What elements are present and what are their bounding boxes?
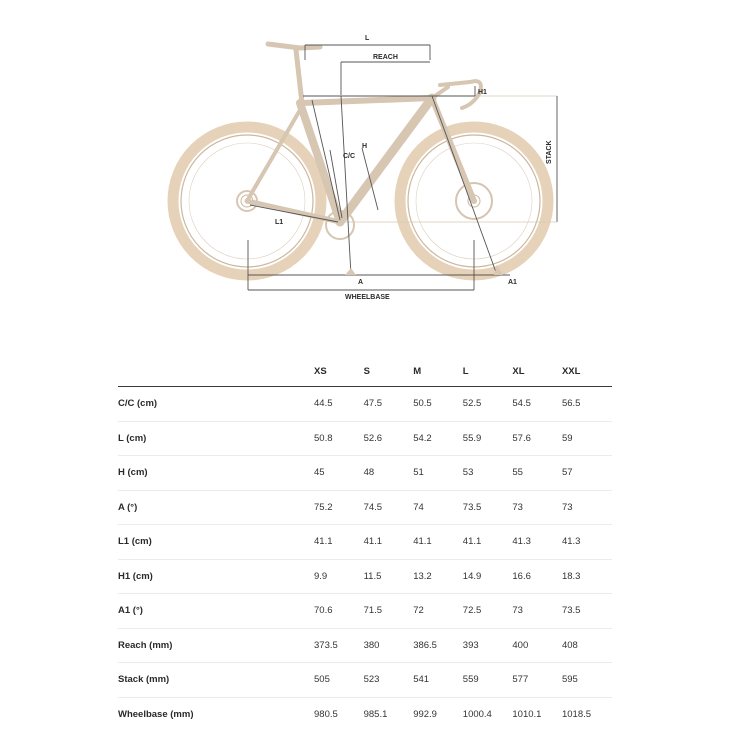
value-cell: 50.5 (413, 398, 432, 410)
value-cell: 72.5 (462, 605, 482, 617)
value-cell: 1018.5 (561, 708, 592, 720)
table-row (118, 629, 612, 664)
table-row (118, 387, 612, 422)
label-reach: REACH (373, 54, 398, 61)
value-cell: 48 (363, 467, 375, 479)
value-cell: 41.3 (512, 536, 531, 548)
value-cell: 14.9 (462, 570, 482, 582)
value-cell: 41.1 (413, 536, 432, 548)
value-cell: 408 (561, 639, 578, 651)
value-cell: 55.9 (462, 432, 482, 444)
label-l: L (365, 35, 370, 42)
table-row (118, 560, 612, 595)
value-cell: 577 (512, 674, 529, 686)
value-cell: 41.3 (561, 536, 581, 548)
size-header-s: S (363, 365, 370, 377)
row-label: A (°) (118, 501, 138, 513)
value-cell: 1010.1 (512, 708, 542, 720)
table-row (118, 422, 612, 457)
value-cell: 595 (561, 674, 578, 686)
row-label: Stack (mm) (118, 674, 170, 686)
row-label: C/C (cm) (118, 398, 158, 410)
row-label: H1 (cm) (118, 570, 153, 582)
value-cell: 13.2 (413, 570, 432, 582)
value-cell: 992.9 (413, 708, 437, 720)
label-h: H (362, 143, 368, 150)
size-header-l: L (462, 365, 469, 377)
value-cell: 45 (314, 467, 325, 479)
value-cell: 505 (314, 674, 330, 686)
value-cell: 523 (363, 674, 380, 686)
value-cell: 41.1 (462, 536, 482, 548)
value-cell: 75.2 (314, 501, 333, 513)
value-cell: 59 (561, 432, 573, 444)
value-cell: 9.9 (314, 570, 328, 582)
geometry-table (118, 356, 612, 731)
value-cell: 380 (363, 639, 380, 651)
value-cell: 985.1 (363, 708, 388, 720)
value-cell: 54.5 (512, 398, 531, 410)
value-cell: 1000.4 (462, 708, 492, 720)
value-cell: 73 (561, 501, 573, 513)
value-cell: 386.5 (413, 639, 437, 651)
table-body (118, 387, 612, 731)
label-cc: C/C (343, 153, 356, 160)
value-cell: 18.3 (561, 570, 581, 582)
size-header-xxl: XXL (561, 365, 581, 377)
value-cell: 50.8 (314, 432, 333, 444)
value-cell: 55 (512, 467, 523, 479)
value-cell: 73.5 (462, 501, 482, 513)
value-cell: 71.5 (363, 605, 383, 617)
table-row (118, 456, 612, 491)
value-cell: 57.6 (512, 432, 531, 444)
value-cell: 47.5 (363, 398, 383, 410)
size-header-m: M (413, 365, 422, 377)
row-label: Reach (mm) (118, 639, 173, 651)
value-cell: 393 (462, 639, 479, 651)
value-cell: 541 (413, 674, 430, 686)
value-cell: 73 (512, 501, 523, 513)
label-a: A (358, 279, 364, 286)
value-cell: 53 (462, 467, 474, 479)
value-cell: 74 (413, 501, 424, 513)
value-cell: 373.5 (314, 639, 338, 651)
label-l1: L1 (275, 219, 284, 226)
value-cell: 559 (462, 674, 479, 686)
value-cell: 44.5 (314, 398, 333, 410)
table-row (118, 698, 612, 732)
value-cell: 11.5 (363, 570, 382, 582)
value-cell: 56.5 (561, 398, 581, 410)
value-cell: 54.2 (413, 432, 432, 444)
value-cell: 73 (512, 605, 523, 617)
table-row (118, 594, 612, 629)
row-label: Wheelbase (mm) (118, 708, 194, 720)
bike-geometry-diagram (0, 0, 753, 320)
table-header-row (118, 356, 612, 387)
row-label: A1 (°) (118, 605, 143, 617)
row-label: H (cm) (118, 467, 148, 479)
table-row (118, 663, 612, 698)
row-label: L (cm) (118, 432, 147, 444)
size-header-xs: XS (314, 365, 327, 377)
value-cell: 74.5 (363, 501, 383, 513)
table-row (118, 491, 612, 526)
value-cell: 57 (561, 467, 573, 479)
value-cell: 72 (413, 605, 424, 617)
value-cell: 52.6 (363, 432, 383, 444)
value-cell: 400 (512, 639, 529, 651)
label-wheelbase: WHEELBASE (345, 294, 390, 301)
value-cell: 980.5 (314, 708, 338, 720)
table-row (118, 525, 612, 560)
value-cell: 52.5 (462, 398, 482, 410)
label-stack: STACK (546, 140, 553, 164)
value-cell: 41.1 (363, 536, 383, 548)
size-header-xl: XL (512, 365, 525, 377)
row-label: L1 (cm) (118, 536, 152, 548)
label-a1: A1 (508, 279, 517, 286)
value-cell: 70.6 (314, 605, 333, 617)
value-cell: 51 (413, 467, 424, 479)
label-h1: H1 (478, 89, 487, 96)
value-cell: 73.5 (561, 605, 581, 617)
value-cell: 16.6 (512, 570, 531, 582)
value-cell: 41.1 (314, 536, 333, 548)
